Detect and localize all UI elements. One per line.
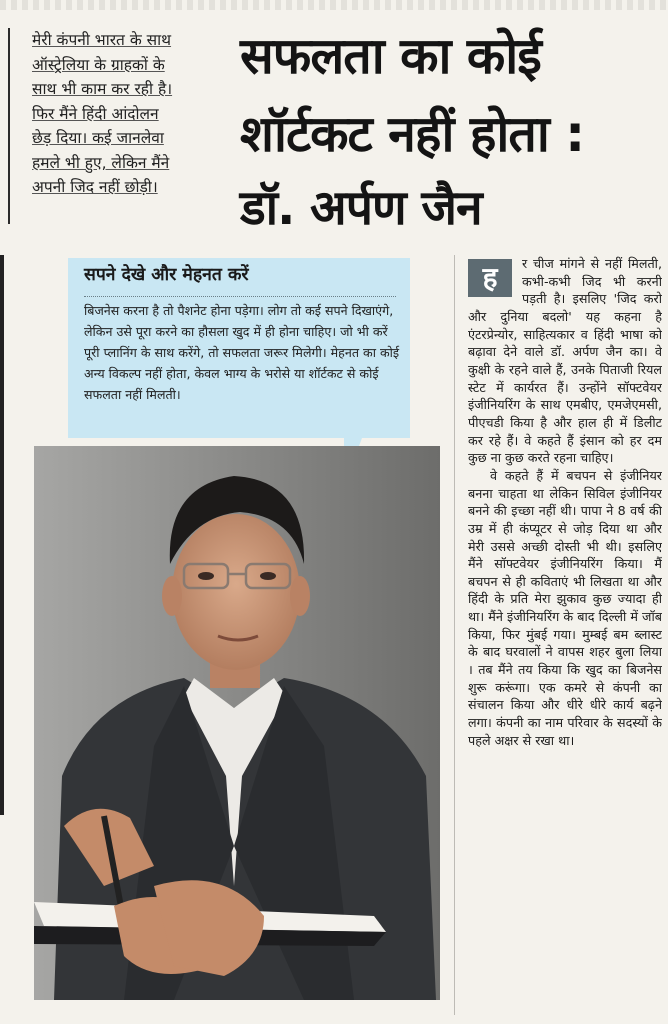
pull-quote-line: हमले भी हुए, लेकिन मैंने xyxy=(32,153,170,172)
pull-quote-line: मेरी कंपनी भारत के साथ xyxy=(32,31,172,49)
margin-bar xyxy=(0,255,4,815)
article-body xyxy=(468,255,662,1015)
portrait-photo xyxy=(34,446,440,1000)
pull-quote-line: साथ भी काम कर रही है। xyxy=(32,80,173,98)
portrait-illustration xyxy=(34,446,440,1000)
column-rule xyxy=(454,255,455,1015)
pull-quote-line: अपनी जिद नहीं छोड़ी। xyxy=(32,178,158,196)
tip-box-body: बिजनेस करना है तो पैशनेट होना पड़ेगा। लोग तो कई सपने दिखाएंगे, लेकिन उसे पूरा करने का हौसला खुद में ही होना चाहिए। जो भी करें पूरी प्लानिंग के साथ करेंगे, तो सफलता जरूर मिलेगी। मेहनत का कोई अन्य विकल्प नहीं होता, केवल भाग्य के भरोसे या शॉर्टकट से कोई सफलता नहीं मिलती। xyxy=(84,303,400,402)
headline-line-1: सफलता का कोई xyxy=(240,27,541,85)
pull-quote xyxy=(8,28,220,224)
tip-box-heading: सपने देखे और मेहनत करें xyxy=(84,265,249,285)
previous-article-edge xyxy=(0,0,668,10)
tip-box-divider xyxy=(84,296,396,297)
pull-quote-text xyxy=(32,28,222,200)
headline-line-2: शॉर्टकट नहीं होता : xyxy=(240,105,585,163)
article-paragraph: वे कहते हैं में बचपन से इंजीनियर बनना चाहता था लेकिन सिविल इंजीनियर बनने की इच्छा नहीं थी। पापा ने 8 वर्ष की उम्र में ही कंप्यूटर से जोड़ दिया था और मेरी उससे अच्छी दोस्ती भी थी। इसलिए मैंने सॉफ्टवेयर इंजीनियरिंग किया। मैं बचपन से ही कविताएं भी लिखता था और हिंदी के प्रति मेरा झुकाव कुछ ज्यादा ही था। मैंने इंजीनियरिंग के बाद दिल्ली में जॉब किया, फिर मुंबई गया। मुम्बई बम ब्लास्ट के बाद घरवालों ने वापस शहर बुला लिया । तब मैंने तय किया कि खुद का बिजनेस शुरू करूंगा। एक कमरे से कंपनी का संचालन किया और धीरे धीरे कार्य बढ़ने लगा। कंपनी का नाम परिवार के सदस्यों के पहले अक्षर से रखा था। xyxy=(468,467,662,748)
article-paragraph: र चीज मांगने से नहीं मिलती, कभी-कभी जिद भी करनी पड़ती है। इसलिए 'जिद करो और दुनिया बदलो' यह कहना है एंटरप्रेन्योर, साहित्यकार व हिंदी भाषा को बढ़ावा देने वाले डॉ. अर्पण जैन का। वे कुक्षी के रहने वाले हैं, उनके पिताजी रियल स्टेट में कार्यरत हैं। उन्होंने सॉफ्टवेयर इंजीनियरिंग के साथ एमबीए, एमजेएमसी, पीएचडी किया है और हाल ही में डिलीट कर रहे हैं। वे कहते हैं इंसान को हर दम कुछ ना कुछ करते रहना चाहिए। xyxy=(468,256,662,466)
tip-box xyxy=(68,258,410,438)
drop-cap: ह xyxy=(468,259,512,297)
pull-quote-line: ऑस्ट्रेलिया के ग्राहकों के xyxy=(32,55,165,74)
pull-quote-line: फिर मैंने हिंदी आंदोलन xyxy=(32,104,159,123)
pull-quote-rule xyxy=(8,28,10,224)
headline-line-3: डॉ. अर्पण जैन xyxy=(240,180,482,236)
pull-quote-line: छेड़ दिया। कई जानलेवा xyxy=(32,129,164,147)
